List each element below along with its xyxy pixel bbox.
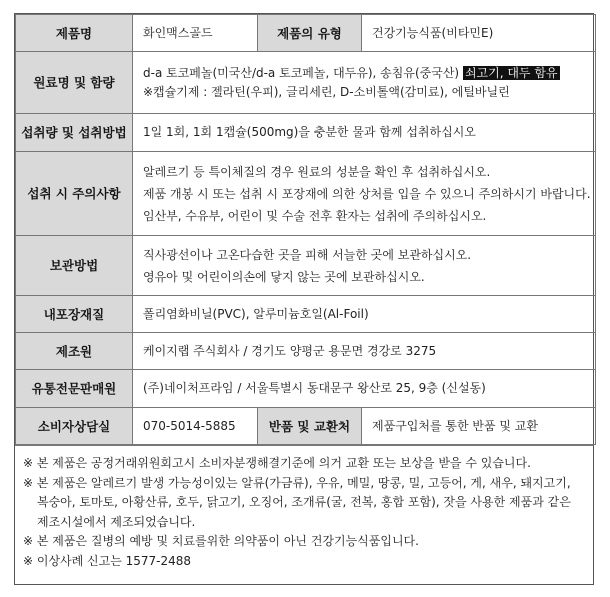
row-ingredients: [16, 52, 596, 114]
caution-line: 임산부, 수유부, 어린이 및 수술 전후 환자는 섭취에 주의하십시오.: [143, 208, 487, 223]
row-distributor: [16, 370, 596, 408]
ingredients-line-2: ※캡슐기제 : 젤라틴(우피), 글리세린, D-소비톨액(감미료), 에틸바닐린: [143, 84, 510, 99]
row-dosage: [16, 114, 596, 152]
manufacturer-value: 케이지랩 주식회사 / 경기도 양평군 용문면 경강로 3275: [133, 333, 596, 370]
notice-section: [15, 445, 593, 571]
product-info-sheet: [14, 13, 594, 585]
row-storage: [16, 236, 596, 296]
cautions-label: 섭취 시 주의사항: [16, 152, 133, 236]
notice-line: ※ 본 제품은 알레르기 발생 가능성이있는 알류(가금류), 우유, 메밀, 땅콩, 밀, 고등어, 게, 새우, 돼지고기,: [23, 475, 571, 490]
notice-line: ※ 이상사례 신고는 1577-2488: [23, 553, 192, 568]
notice-line: ※ 본 제품은 공정거래위원회고시 소비자분쟁해결기준에 의거 교환 또는 보상을 받을 수 있습니다.: [23, 456, 531, 470]
notice-line: ※ 본 제품은 질병의 예방 및 치료를위한 의약품이 아닌 건강기능식품입니다.: [23, 534, 419, 548]
row-manufacturer: [16, 333, 596, 370]
ingredients-label: 원료명 및 함량: [16, 52, 133, 114]
row-product-name: [16, 15, 596, 52]
packaging-label: 내포장재질: [16, 296, 133, 333]
notice-line: 복숭아, 토마토, 아황산류, 호두, 닭고기, 오징어, 조개류(굴, 전복, 홍합 포함), 잣을 사용한 제품과 같은: [37, 495, 571, 509]
ingredients-line-1: d-a 토코페놀(미국산/d-a 토코페놀, 대두유), 송침유(중국산): [143, 65, 460, 80]
product-name-label: 제품명: [16, 15, 133, 52]
caution-line: 알레르기 등 특이체질의 경우 원료의 성분을 확인 후 섭취하십시오.: [143, 164, 491, 179]
packaging-value: 폴리염화비닐(PVC), 알루미늄호일(Al-Foil): [133, 296, 596, 333]
distributor-value: (주)네이처프라임 / 서울특별시 동대문구 왕산로 25, 9층 (신설동): [133, 370, 596, 408]
storage-value: [133, 236, 596, 296]
row-packaging: [16, 296, 596, 333]
product-info-table: [15, 14, 596, 445]
product-type-value: 건강기능식품(비타민E): [362, 15, 596, 52]
cautions-value: [133, 152, 596, 236]
dosage-value: 1일 1회, 1회 1캡슐(500mg)을 충분한 물과 함께 섭취하십시오: [133, 114, 596, 152]
storage-label: 보관방법: [16, 236, 133, 296]
refund-value: 제품구입처를 통한 반품 및 교환: [362, 408, 596, 445]
notice-line: 제조시설에서 제조되었습니다.: [37, 514, 196, 529]
storage-line: 영유아 및 어린이의손에 닿지 않는 곳에 보관하십시오.: [143, 269, 425, 284]
row-consult: [16, 408, 596, 445]
consult-phone: 070-5014-5885: [133, 408, 258, 445]
product-name-value: 화인맥스골드: [133, 15, 258, 52]
allergen-highlight: 쇠고기, 대두 함유: [464, 65, 558, 80]
row-cautions: [16, 152, 596, 236]
distributor-label: 유통전문판매원: [16, 370, 133, 408]
storage-line: 직사광선이나 고온다습한 곳을 피해 서늘한 곳에 보관하십시오.: [143, 247, 472, 262]
product-type-label: 제품의 유형: [258, 15, 362, 52]
ingredients-value: [133, 52, 596, 114]
consult-label: 소비자상담실: [16, 408, 133, 445]
manufacturer-label: 제조원: [16, 333, 133, 370]
caution-line: 제품 개봉 시 또는 섭취 시 포장재에 의한 상처를 입을 수 있으니 주의하시기 바랍니다.: [143, 186, 591, 201]
refund-label: 반품 및 교환처: [258, 408, 362, 445]
dosage-label: 섭취량 및 섭취방법: [16, 114, 133, 152]
